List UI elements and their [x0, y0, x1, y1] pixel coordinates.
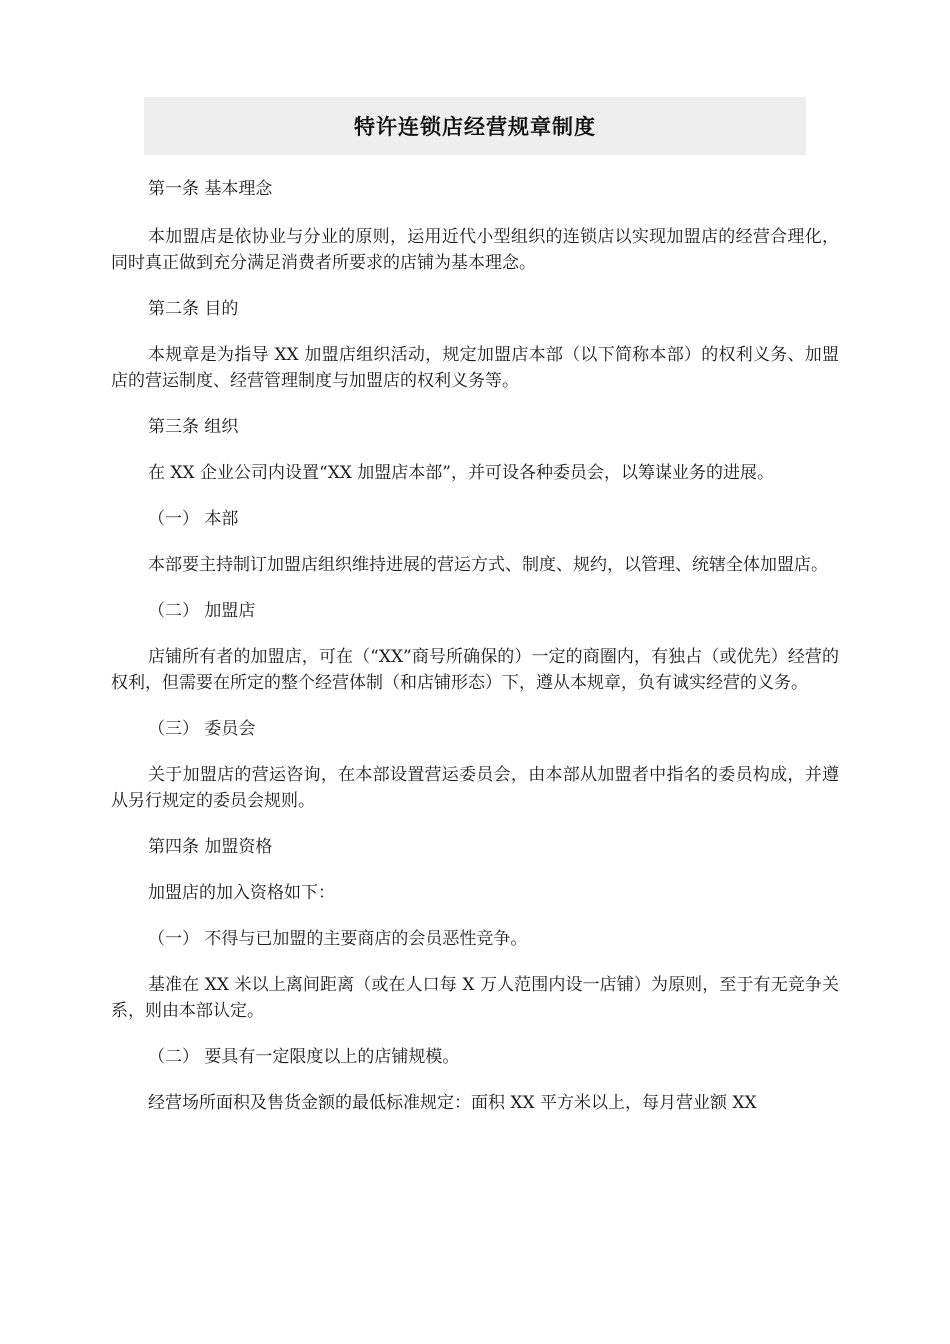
- body-paragraph: 在 XX 企业公司内设置“XX 加盟店本部”，并可设各种委员会，以筹谋业务的进展。: [148, 463, 775, 483]
- article-heading: 第一条 基本理念: [148, 179, 273, 199]
- body-paragraph: 经营场所面积及售货金额的最低标准规定：面积 XX 平方米以上，每月营业额 XX: [148, 1093, 757, 1113]
- document-title: 特许连锁店经营规章制度: [354, 115, 596, 139]
- title-banner: [144, 97, 806, 155]
- article-heading: 第四条 加盟资格: [148, 837, 273, 857]
- section-heading: （一） 本部: [148, 509, 239, 529]
- section-heading: （二） 要具有一定限度以上的店铺规模。: [148, 1047, 460, 1067]
- body-paragraph: 加盟店的加入资格如下：: [148, 883, 335, 903]
- body-paragraph: 关于加盟店的营运咨询，在本部设置营运委员会，由本部从加盟者中指名的委员构成，并遵从另行规定的委员会规则。: [111, 765, 839, 811]
- body-paragraph: 基准在 XX 米以上离间距离（或在人口每 X 万人范围内设一店铺）为原则，至于有无竞争关系，则由本部认定。: [111, 975, 839, 1021]
- document-body: [111, 176, 839, 1116]
- body-paragraph: 本规章是为指导 XX 加盟店组织活动，规定加盟店本部（以下简称本部）的权利义务、加盟店的营运制度、经营管理制度与加盟店的权利义务等。: [111, 345, 839, 391]
- section-heading: （一） 不得与已加盟的主要商店的会员恶性竞争。: [148, 929, 528, 949]
- body-paragraph: 本部要主持制订加盟店组织维持进展的营运方式、制度、规约，以管理、统辖全体加盟店。: [148, 555, 828, 575]
- section-heading: （三） 委员会: [148, 719, 256, 739]
- article-heading: 第二条 目的: [148, 299, 239, 319]
- body-paragraph: 店铺所有者的加盟店，可在（“XX”商号所确保的）一定的商圈内，有独占（或优先）经营的权利，但需要在所定的整个经营体制（和店铺形态）下，遵从本规章，负有诚实经营的义务。: [111, 647, 839, 693]
- article-heading: 第三条 组织: [148, 417, 239, 437]
- section-heading: （二） 加盟店: [148, 601, 256, 621]
- body-paragraph: 本加盟店是依协业与分业的原则，运用近代小型组织的连锁店以实现加盟店的经营合理化，同时真正做到充分满足消费者所要求的店铺为基本理念。: [111, 227, 839, 273]
